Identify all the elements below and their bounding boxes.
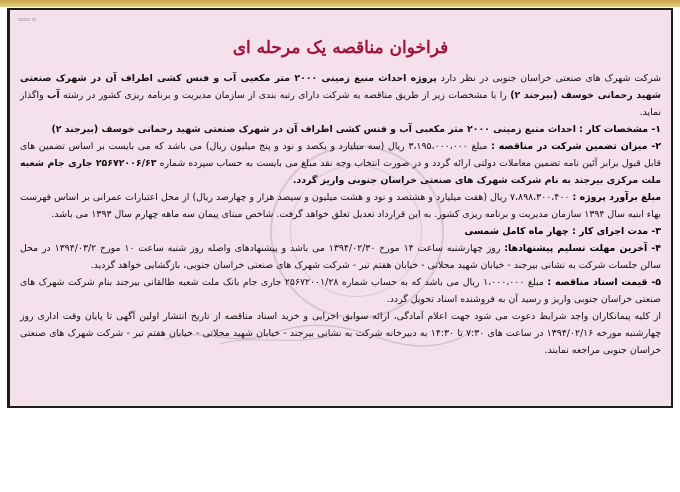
section-2-text-b: جاری جام شعبه ملت مرکزی بیرجند به نام شرکت شهرک های صنعتی خراسان جنوبی واریز گردد.	[20, 158, 661, 186]
section-5-label: ۵- قیمت اسناد مناقصه :	[547, 277, 662, 288]
section-4	[20, 240, 661, 274]
intro-text-a: شرکت شهرک های صنعتی خراسان جنوبی در نظر دارد	[436, 73, 661, 84]
section-5	[20, 274, 661, 308]
estimate-text: ۷،۸۹۸،۳۰۰،۴۰۰ ریال (هفت میلیارد و هشتصد و نود و هشت میلیون و سیصد هزار و چهارصد ریال) از محل اعتبارات عمرانی بر اساس فهرست بهاء ابنیه سال ۱۳۹۴ سازمان مدیریت و برنامه ریزی کشور. به این قرارداد تعدیل تعلق خواهد گرفت. شاخص مبنای پیمان سه ماهه چهارم سال ۱۳۹۳ می باشد.	[20, 192, 661, 220]
section-2	[20, 138, 661, 189]
estimate-label: مبلغ برآورد پروژه :	[572, 192, 661, 203]
section-1-label: ۱- مشخصات کار :	[579, 124, 661, 135]
section-2-label: ۲- میزان تضمین شرکت در مناقصه :	[491, 141, 662, 152]
section-4-text: روز چهارشنبه ساعت ۱۴ مورخ ۱۳۹۴/۰۲/۳۰ می باشد و پیشنهادهای واصله روز شنبه ساعت ۱۰ مورخ ۱۳۹۴/۰۳/۲ در محل سالن جلسات شرکت به نشانی بیرجند - خیابان شهید محلاتی - خیابان هفتم تیر - شرکت شهرک های صنعتی خراسان جنوبی، بازگشایی خواهد گردید.	[20, 243, 661, 271]
deposit-account-number: ۲۵۶۷۲۰۰۶/۶۳	[95, 158, 157, 169]
project-name: پروژه احداث منبع زمینی ۲۰۰۰ متر مکعبی آب و فنس کشی اطراف آن در شهرک صنعتی شهید رحمانی خوسف (بیرجند ۲)	[20, 73, 661, 101]
intro-text-e: واگذار نماید.	[20, 90, 661, 118]
section-1	[20, 121, 661, 138]
closing-paragraph: از کلیه پیمانکاران واجد شرایط دعوت می شود جهت اعلام آمادگی، ارائه سوابق اجرایی و خرید اسناد مناقصه از تاریخ انتشار اولین آگهی تا پایان وقت اداری روز چهارشنبه مورخه ۱۳۹۴/۰۲/۱۶ در ساعت های ۷:۳۰ تا ۱۴:۳۰ به دبیرخانه شرکت به نشانی بیرجند - خیابان شهید محلاتی - خیابان هفتم تیر - شرکت شهرک های صنعتی خراسان جنوبی مراجعه نمایند.	[20, 311, 661, 356]
tender-notice	[7, 8, 673, 408]
section-2-text-a: مبلغ ۳،۱۹۵،۰۰۰،۰۰۰ ریال (سه میلیارد و یکصد و نود و پنج میلیون ریال) می باشد که می بایست بر اساس تضمین های قابل قبول برابر آئین نامه تضمین معاملات دولتی ارائه گردد و در صورت انتخاب وجه نقد مبلغ می بایست به حساب سپرده شماره	[20, 141, 662, 169]
section-4-label: ۴- آخرین مهلت تسلیم پیشنهادها:	[504, 243, 661, 254]
estimate-section	[20, 189, 661, 223]
intro-paragraph	[20, 70, 661, 121]
discipline: آب	[47, 90, 60, 101]
intro-text-c: را با مشخصات زیر از طریق مناقصه به شرکت دارای رتبه بندی از سازمان مدیریت و برنامه ریزی کشور در رشته	[59, 90, 511, 101]
section-5-text: مبلغ ۱،۰۰۰،۰۰۰ ریال می باشد که به حساب شماره ۲۵۶۷۲۰۰۱/۲۸ جاری جام بانک ملت شعبه طالقانی بیرجند بنام شرکت شهرک های صنعتی خراسان جنوبی واریز و رسید آن به فروشنده اسناد تحویل گردد.	[20, 277, 661, 305]
notice-body	[20, 70, 661, 359]
top-decorative-strip	[0, 0, 680, 7]
corner-code-mark: ▫▫▫ ▫	[18, 16, 37, 23]
section-1-text: احداث منبع زمینی ۲۰۰۰ متر مکعبی آب و فنس کشی اطراف آن در شهرک صنعتی شهید رحمانی خوسف (بیرجند ۲)	[51, 124, 580, 135]
notice-title: فراخوان مناقصه یک مرحله ای	[232, 38, 449, 58]
section-3	[20, 223, 661, 240]
section-3-label: ۳- مدت اجرای کار : چهار ماه کامل شمسی	[464, 226, 661, 237]
